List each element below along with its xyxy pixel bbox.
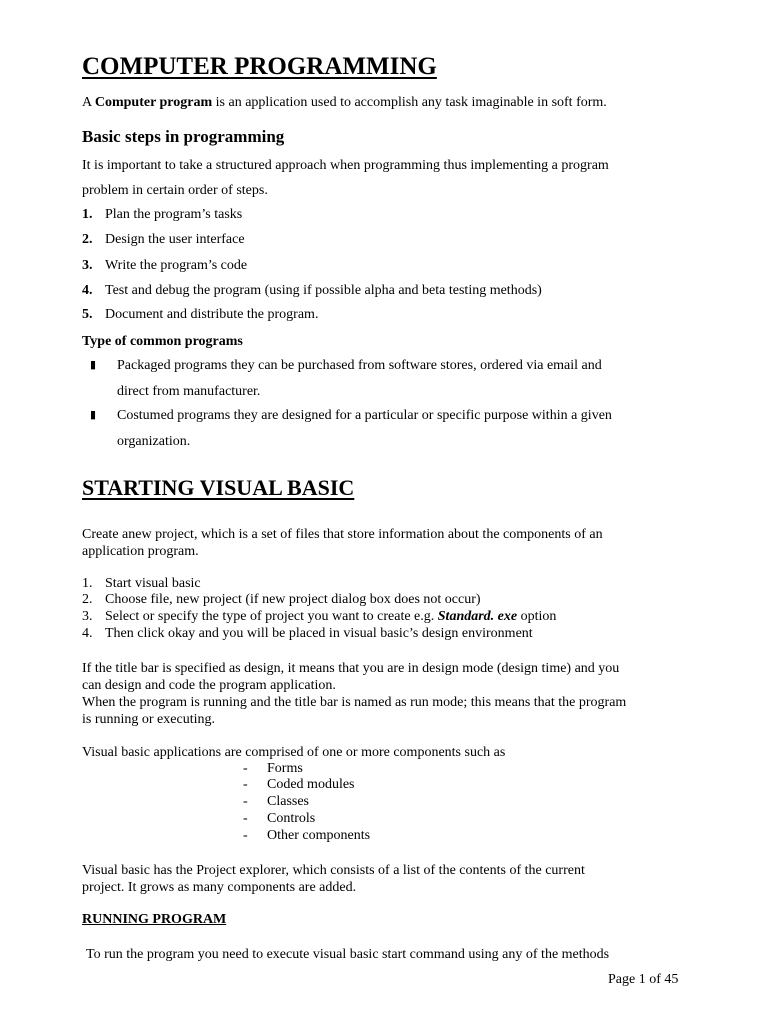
vb-design-line1: If the title bar is specified as design, it means that you are in design mode (design time) and you (82, 661, 620, 676)
list-item: ▮ Packaged programs they can be purchased from software stores, ordered via email and (90, 358, 602, 373)
list-item: 4. Then click okay and you will be placed in visual basic’s design environment (82, 626, 533, 641)
list-item: - Controls (243, 811, 316, 826)
vb-explorer-line1: Visual basic has the Project explorer, which consists of a list of the contents of the current (82, 863, 585, 878)
program-types-heading: Type of common programs (82, 334, 243, 349)
intro-term: Computer program (94, 95, 213, 110)
vb-run-line2: is running or executing. (82, 712, 215, 727)
bullet-icon: ▮ (90, 409, 97, 421)
intro-prefix: A (82, 95, 95, 110)
list-item: 1. Plan the program’s tasks (82, 207, 243, 222)
section-heading-basic-steps: Basic steps in programming (82, 127, 285, 146)
running-program-text: To run the program you need to execute visual basic start command using any of the methods (86, 947, 610, 962)
list-item: - Forms (243, 761, 303, 776)
bullet-continuation: direct from manufacturer. (117, 384, 261, 399)
list-item: - Classes (243, 794, 309, 809)
intro-suffix: is an application used to accomplish any task imaginable in soft form. (212, 95, 607, 110)
vb-explorer-line2: project. It grows as many components are added. (82, 880, 357, 895)
page-title: COMPUTER PROGRAMMING (82, 53, 437, 80)
basic-steps-para-line1: It is important to take a structured approach when programming thus implementing a program (82, 158, 609, 173)
vb-run-line1: When the program is running and the title bar is named as run mode; this means that the program (82, 695, 627, 710)
list-item: 2. Choose file, new project (if new project dialog box does not occur) (82, 592, 481, 607)
vb-create-line2: application program. (82, 544, 199, 559)
basic-steps-para-line2: problem in certain order of steps. (82, 183, 268, 198)
list-item: 4. Test and debug the program (using if possible alpha and beta testing methods) (82, 283, 542, 298)
list-item: 3. Select or specify the type of project you want to create e.g. Standard. exe option (82, 609, 557, 624)
list-item: ▮ Costumed programs they are designed for a particular or specific purpose within a given (90, 408, 612, 423)
section-heading-running-program: RUNNING PROGRAM (82, 912, 227, 927)
emphasis-standard-exe: Standard. exe (437, 609, 518, 624)
list-item: 1. Start visual basic (82, 576, 201, 591)
list-item: 3. Write the program’s code (82, 258, 248, 273)
intro-paragraph (82, 94, 607, 111)
page-number-footer: Page 1 of 45 (608, 972, 679, 987)
vb-design-line2: can design and code the program application. (82, 678, 336, 693)
list-item: 2. Design the user interface (82, 232, 245, 247)
list-item: 5. Document and distribute the program. (82, 307, 319, 322)
bullet-icon: ▮ (90, 359, 97, 371)
list-item: - Other components (243, 828, 371, 843)
bullet-continuation: organization. (117, 434, 191, 449)
vb-create-line1: Create anew project, which is a set of files that store information about the components of an (82, 527, 603, 542)
list-item: - Coded modules (243, 777, 355, 792)
vb-components-intro: Visual basic applications are comprised of one or more components such as (82, 745, 506, 760)
section-heading-visual-basic: STARTING VISUAL BASIC (82, 475, 355, 500)
